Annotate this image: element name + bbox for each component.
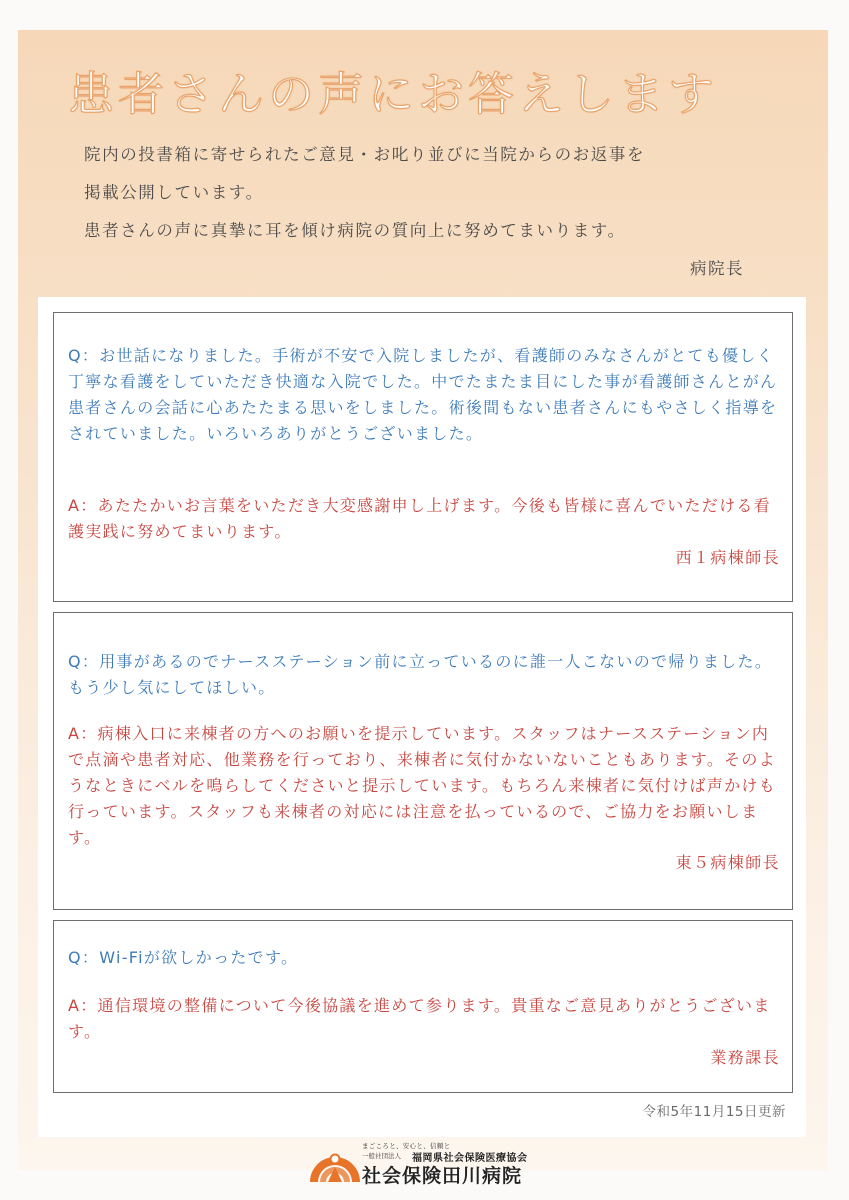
feedback-card xyxy=(53,920,793,1093)
question-text: Q：お世話になりました。手術が不安で入院しましたが、看護師のみなさんがとても優しく丁寧な看護をしていただき快適な入院でした。中でたまたま目にした事が看護師さんとがん患者さんの会話に心あたたまる思いをしました。術後間もない患者さんにもやさしく指導をされていました。いろいろありがとうございました。 xyxy=(68,346,778,443)
hospital-logo-icon xyxy=(306,1140,364,1186)
answer-text: A：病棟入口に来棟者の方へのお願いを提示しています。スタッフはナースステーション内で点滴や患者対応、他業務を行っており、来棟者に気付かないないこともあります。そのようなときにベルを鳴らしてくださいと提示しています。もちろん来棟者に気付けば声かけも行っています。スタッフも来棟者の対応には注意を払っているので、ご協力をお願いします。 xyxy=(68,724,777,847)
logo-corporation-type: 一般社団法人 xyxy=(362,1152,401,1160)
responder-signature: 業務課長 xyxy=(710,1048,780,1067)
updated-date: 令和5年11月15日更新 xyxy=(642,1104,786,1120)
feedback-card xyxy=(53,612,793,910)
intro-text xyxy=(84,140,764,254)
page-title: 患者さんの声にお答えします xyxy=(68,67,718,121)
intro-line: 掲載公開しています。 xyxy=(84,183,264,202)
question-text: Q：用事があるのでナースステーション前に立っているのに誰一人こないので帰りました。もう少し気にしてほしい。 xyxy=(68,652,773,697)
responder-signature: 西１病棟師長 xyxy=(675,548,780,567)
logo-hospital-name: 社会保険田川病院 xyxy=(362,1165,523,1187)
intro-line: 患者さんの声に真摯に耳を傾け病院の質向上に努めてまいります。 xyxy=(84,221,626,240)
hospital-logo xyxy=(306,1140,546,1186)
feedback-card xyxy=(53,312,793,602)
answer-text: A：通信環境の整備について今後協議を進めて参ります。貴重なご意見ありがとうございます。 xyxy=(68,996,771,1041)
intro-line: 院内の投書箱に寄せられたご意見・お叱り並びに当院からのお返事を xyxy=(84,145,646,164)
logo-tagline: まごころと、安心と、信頼と xyxy=(362,1142,451,1150)
director-signature: 病院長 xyxy=(690,259,744,278)
answer-text: A：あたたかいお言葉をいただき大変感謝申し上げます。今後も皆様に喜んでいただける看護実践に努めてまいります。 xyxy=(68,496,771,541)
responder-signature: 東５病棟師長 xyxy=(675,853,780,872)
question-text: Q：Wi-Fiが欲しかったです。 xyxy=(68,948,299,967)
logo-association: 福岡県社会保険医療協会 xyxy=(412,1153,528,1164)
